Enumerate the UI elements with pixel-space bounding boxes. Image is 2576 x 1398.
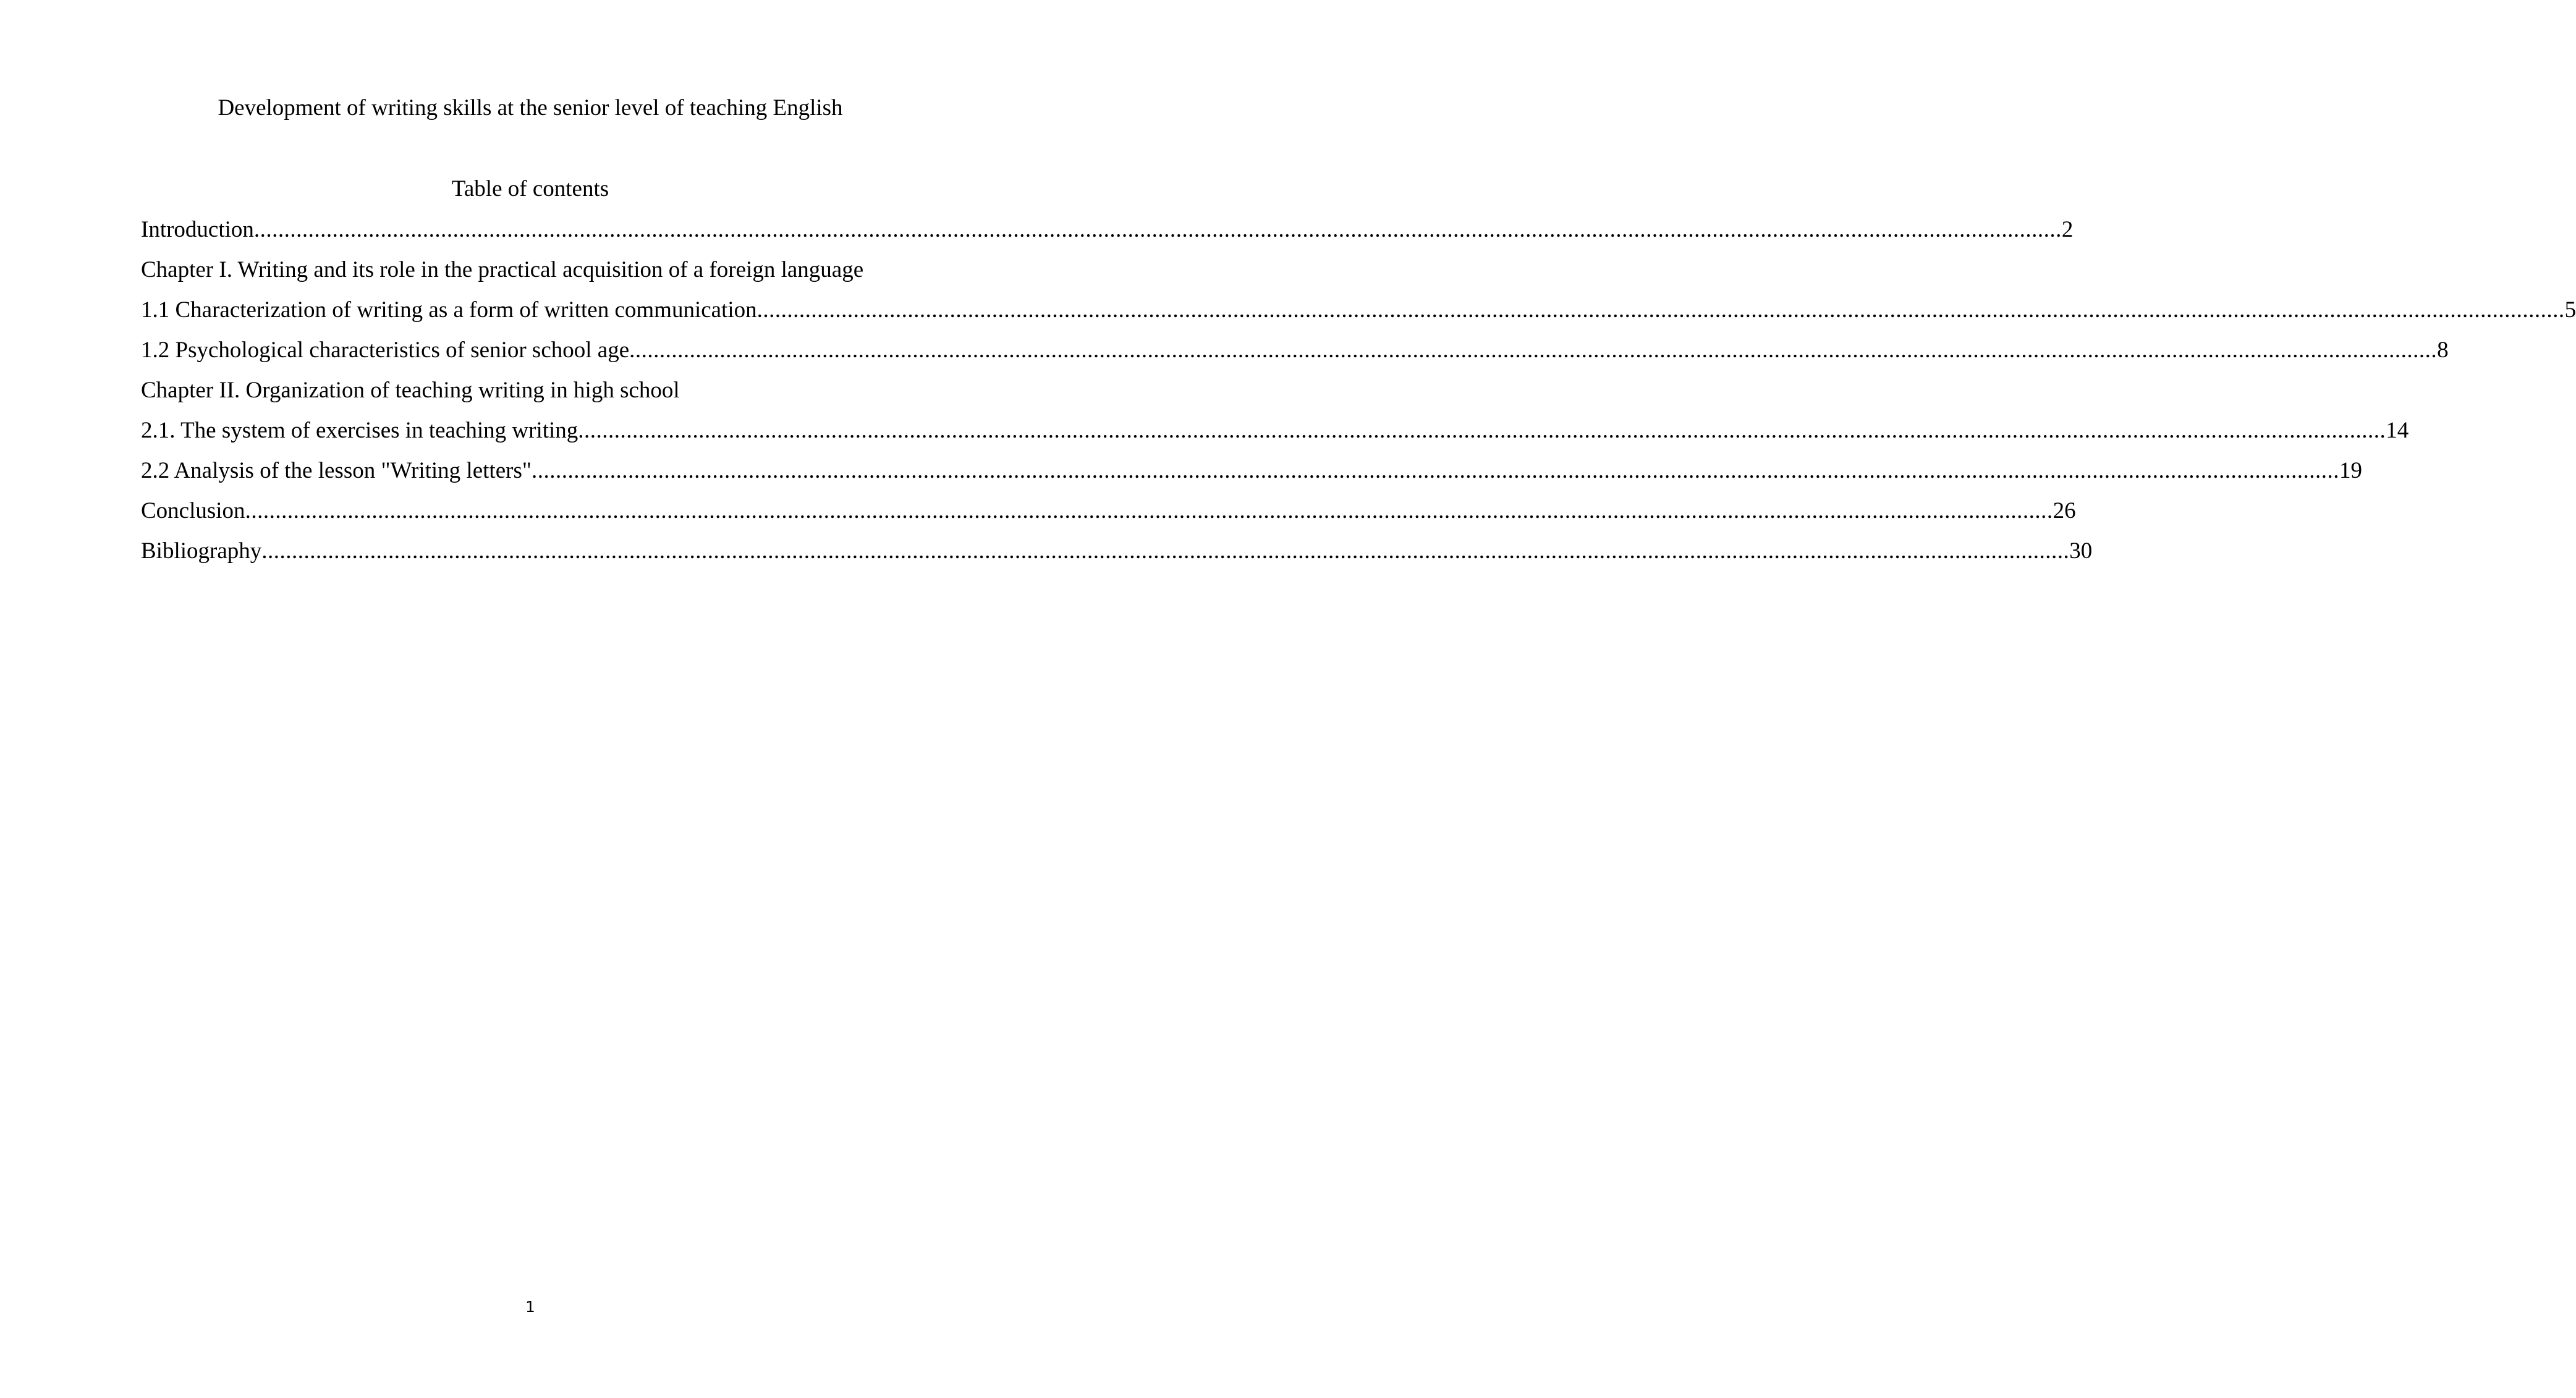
toc-leader-dots: ............................................................................................................................................................................................................................................................................................................ [245, 498, 2053, 523]
toc-entry [141, 455, 2362, 496]
toc-leader-dots: ............................................................................................................................................................................................................................................................................................................ [261, 538, 2070, 564]
toc-entry-page: 8 [2437, 337, 2449, 363]
toc-entry [141, 335, 2449, 375]
toc-entry-label: 2.1. The system of exercises in teaching writing [141, 418, 578, 443]
toc-chapter-entry [141, 255, 910, 295]
toc-leader-dots: ............................................................................................................................................................................................................................................................................................................ [578, 418, 2386, 443]
toc-entry-label: 1.2 Psychological characteristics of senior school age [141, 337, 630, 363]
toc-entry-label: Conclusion [141, 498, 245, 523]
toc-entry-page: 30 [2069, 538, 2093, 564]
toc-leader-dots: ............................................................................................................................................................................................................................................................................................................ [756, 297, 2565, 323]
toc-entry-page: 14 [2386, 418, 2409, 443]
toc-chapter-entry [141, 375, 910, 415]
toc-entry [141, 415, 2409, 455]
toc-entry-page: 26 [2053, 498, 2076, 523]
page-number: 1 [525, 1298, 535, 1316]
toc-entry-label: Chapter II. Organization of teaching writing in high school [141, 378, 680, 403]
toc-entry-label: Chapter I. Writing and its role in the practical acquisition of a foreign language [141, 257, 864, 282]
toc-leader-dots: ............................................................................................................................................................................................................................................................................................................ [531, 458, 2339, 483]
toc-entry-label: Introduction [141, 217, 254, 242]
toc-leader-dots: ............................................................................................................................................................................................................................................................................................................ [253, 217, 2062, 242]
table-of-contents [141, 214, 2576, 576]
toc-entry-label: 2.2 Analysis of the lesson "Writing letters" [141, 458, 532, 483]
toc-entry-page: 2 [2061, 217, 2074, 242]
toc-leader-dots: ............................................................................................................................................................................................................................................................................................................ [629, 337, 2438, 363]
toc-entry-label: 1.1 Characterization of writing as a form of written communication [141, 297, 757, 323]
toc-entry-label: Bibliography [141, 538, 262, 564]
toc-entry [141, 536, 2093, 576]
toc-entry-page: 5 [2564, 297, 2576, 323]
toc-entry-page: 19 [2339, 458, 2362, 483]
document-title: Development of writing skills at the senior level of teaching English [218, 95, 843, 121]
toc-entry [141, 214, 2074, 255]
toc-entry [141, 295, 2576, 335]
toc-heading: Table of contents [451, 176, 609, 201]
toc-entry [141, 496, 2076, 536]
